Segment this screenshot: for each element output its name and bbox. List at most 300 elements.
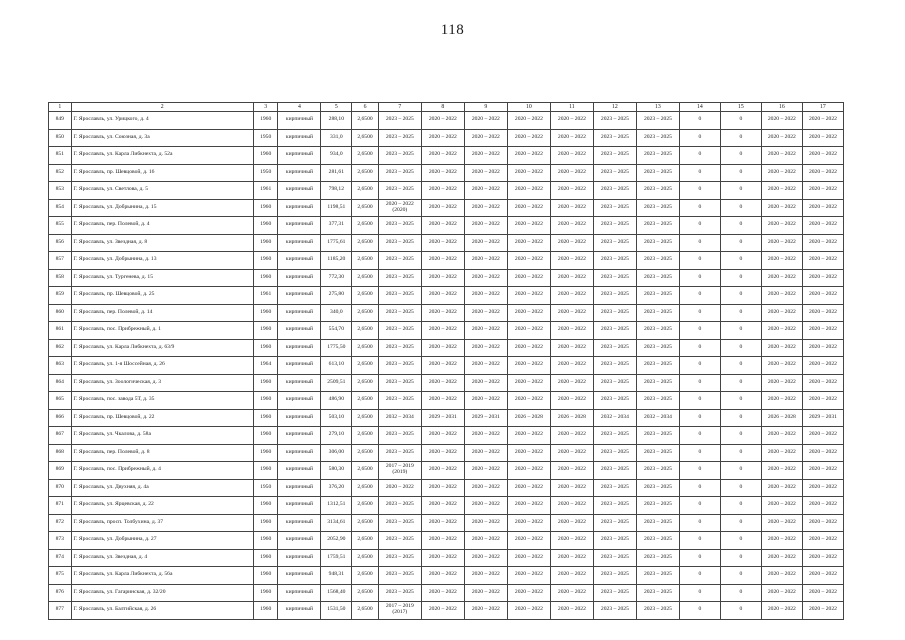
table-cell: 1960: [253, 392, 278, 410]
table-cell: 2020 – 2022: [802, 287, 843, 305]
table-cell: 2020 – 2022: [464, 112, 507, 130]
address-cell: Г. Ярославль, ул. Урицкого, д. 4: [71, 112, 253, 130]
table-cell: 2020 – 2022: [802, 217, 843, 235]
table-row: [49, 147, 844, 165]
table-cell: 2020 – 2022: [507, 357, 550, 375]
table-cell: 2023 – 2025: [378, 217, 421, 235]
table-cell: 1960: [253, 514, 278, 532]
table-cell: 2020 – 2022: [761, 199, 802, 217]
column-header: 14: [679, 103, 720, 112]
address-cell: Г. Ярославль, ул. Ярцевская, д. 22: [71, 497, 253, 515]
table-cell: 2020 – 2022: [507, 444, 550, 462]
table-cell: 2020 – 2022: [761, 234, 802, 252]
table-cell: кирпичный: [278, 199, 321, 217]
table-cell: 858: [49, 269, 72, 287]
table-row: [49, 339, 844, 357]
table-cell: 772,30: [321, 269, 352, 287]
table-cell: 2020 – 2022: [802, 112, 843, 130]
table-cell: 2020 – 2022: [550, 252, 593, 270]
table-cell: 2023 – 2025: [593, 287, 636, 305]
table-cell: кирпичный: [278, 234, 321, 252]
column-header: 13: [636, 103, 679, 112]
table-cell: 2020 – 2022: [802, 444, 843, 462]
table-cell: 2020 – 2022: [550, 147, 593, 165]
table-cell: 2023 – 2025: [593, 339, 636, 357]
table-cell: 2023 – 2025: [593, 532, 636, 550]
table-cell: 1198,51: [321, 199, 352, 217]
table-cell: 2020 – 2022: [507, 602, 550, 620]
table-cell: 2023 – 2025: [378, 287, 421, 305]
table-cell: 2020 – 2022: [761, 549, 802, 567]
table-cell: 2,6500: [352, 357, 379, 375]
column-header: 5: [321, 103, 352, 112]
table-cell: 2020 – 2022: [507, 532, 550, 550]
table-cell: 2020 – 2022: [421, 514, 464, 532]
table-cell: 0: [679, 287, 720, 305]
table-cell: 2,6500: [352, 182, 379, 200]
table-cell: 1964: [253, 357, 278, 375]
column-header: 2: [71, 103, 253, 112]
table-cell: 2020 – 2022: [550, 427, 593, 445]
table-cell: 2023 – 2025: [378, 234, 421, 252]
table-cell: 2023 – 2025: [593, 374, 636, 392]
table-cell: 2020 – 2022: [464, 164, 507, 182]
table-cell: кирпичный: [278, 497, 321, 515]
table-cell: кирпичный: [278, 444, 321, 462]
table-row: [49, 322, 844, 340]
table-cell: 2020 – 2022: [761, 304, 802, 322]
table-cell: 0: [720, 514, 761, 532]
table-cell: 2020 – 2022: [421, 374, 464, 392]
table-cell: 1960: [253, 112, 278, 130]
column-header: 6: [352, 103, 379, 112]
table-cell: 2020 – 2022: [761, 532, 802, 550]
table-cell: 2026 – 2028: [550, 409, 593, 427]
table-cell: 2023 – 2025: [378, 392, 421, 410]
address-cell: Г. Ярославль, ул. Добрынина, д. 13: [71, 252, 253, 270]
table-cell: 2020 – 2022: [507, 339, 550, 357]
column-header: 16: [761, 103, 802, 112]
table-cell: 2020 – 2022: [507, 234, 550, 252]
table-cell: 0: [679, 444, 720, 462]
table-cell: 2020 – 2022: [464, 269, 507, 287]
table-cell: 850: [49, 129, 72, 147]
table-cell: 2020 – 2022: [464, 532, 507, 550]
table-row: [49, 567, 844, 585]
table-cell: 2023 – 2025: [378, 497, 421, 515]
table-cell: 2023 – 2025: [636, 602, 679, 620]
table-cell: 2020 – 2022: [761, 357, 802, 375]
table-cell: 2023 – 2025: [378, 322, 421, 340]
table-cell: 0: [679, 462, 720, 480]
table-cell: 1759,51: [321, 549, 352, 567]
table-row: [49, 182, 844, 200]
table-cell: 0: [679, 164, 720, 182]
table-cell: 0: [679, 602, 720, 620]
table-cell: 2020 – 2022: [550, 549, 593, 567]
table-cell: 2020 – 2022: [421, 444, 464, 462]
table-cell: 2020 – 2022: [802, 357, 843, 375]
table-cell: 0: [720, 112, 761, 130]
table-cell: 0: [679, 129, 720, 147]
table-cell: 2020 – 2022: [464, 339, 507, 357]
table-cell: 0: [720, 339, 761, 357]
table-cell: 2020 – 2022: [421, 234, 464, 252]
table-cell: 1185,20: [321, 252, 352, 270]
table-cell: 376,20: [321, 479, 352, 497]
table-cell: 2020 – 2022: [464, 567, 507, 585]
table-cell: 873: [49, 532, 72, 550]
table-cell: 2,6500: [352, 427, 379, 445]
table-cell: 2023 – 2025: [378, 164, 421, 182]
table-cell: 0: [720, 409, 761, 427]
table-cell: кирпичный: [278, 182, 321, 200]
table-cell: 2020 – 2022: [761, 322, 802, 340]
table-cell: 2020 – 2022: [421, 339, 464, 357]
table-cell: кирпичный: [278, 322, 321, 340]
table-cell: 2020 – 2022: [507, 567, 550, 585]
table-cell: кирпичный: [278, 129, 321, 147]
table-cell: 2020 – 2022: [421, 129, 464, 147]
table-cell: 1960: [253, 374, 278, 392]
address-cell: Г. Ярославль, ул. Чкалова, д. 58а: [71, 427, 253, 445]
table-cell: кирпичный: [278, 479, 321, 497]
table-cell: 2020 – 2022: [507, 112, 550, 130]
table-cell: 2020 – 2022: [550, 182, 593, 200]
table-cell: 2020 – 2022: [507, 497, 550, 515]
table-cell: 2020 – 2022: [421, 497, 464, 515]
table-cell: 2020 – 2022: [802, 129, 843, 147]
table-cell: кирпичный: [278, 427, 321, 445]
table-cell: 2020 – 2022: [761, 392, 802, 410]
table-cell: кирпичный: [278, 357, 321, 375]
table-cell: 1960: [253, 147, 278, 165]
table-cell: 1960: [253, 252, 278, 270]
table-cell: 2023 – 2025: [593, 392, 636, 410]
table-cell: 2023 – 2025: [378, 304, 421, 322]
table-cell: 2020 – 2022: [421, 479, 464, 497]
table-cell: 2023 – 2025: [636, 304, 679, 322]
table-cell: 2020 – 2022: [761, 112, 802, 130]
table-cell: кирпичный: [278, 374, 321, 392]
table-cell: 1960: [253, 584, 278, 602]
table-cell: 281,61: [321, 164, 352, 182]
table-cell: 1960: [253, 444, 278, 462]
table-cell: 0: [720, 217, 761, 235]
table-cell: 2,6500: [352, 462, 379, 480]
table-cell: 306,00: [321, 444, 352, 462]
table-cell: 2020 – 2022: [802, 549, 843, 567]
table-cell: 2023 – 2025: [636, 427, 679, 445]
table-cell: 2020 – 2022: [802, 392, 843, 410]
table-cell: 2023 – 2025: [593, 199, 636, 217]
table-cell: 554,70: [321, 322, 352, 340]
table-cell: 0: [679, 182, 720, 200]
column-header: 10: [507, 103, 550, 112]
table-cell: 2020 – 2022: [507, 584, 550, 602]
table-row: [49, 199, 844, 217]
table-cell: 2023 – 2025: [378, 357, 421, 375]
table-cell: 2020 – 2022: [802, 374, 843, 392]
table-cell: 2020 – 2022: [550, 269, 593, 287]
table-row: [49, 514, 844, 532]
table-cell: 2023 – 2025: [636, 287, 679, 305]
table-cell: 279,10: [321, 427, 352, 445]
address-cell: Г. Ярославль, пер. Полевой, д. 8: [71, 444, 253, 462]
table-cell: 2020 – 2022: [802, 497, 843, 515]
table-cell: 2023 – 2025: [593, 269, 636, 287]
table-cell: 2,6500: [352, 322, 379, 340]
table-cell: 2023 – 2025: [593, 514, 636, 532]
column-header: 8: [421, 103, 464, 112]
table-cell: 2029 – 2031: [464, 409, 507, 427]
table-cell: 2020 – 2022: [761, 444, 802, 462]
table-cell: 2023 – 2025: [378, 147, 421, 165]
table-cell: 2023 – 2025: [636, 549, 679, 567]
table-cell: 2020 – 2022: [421, 602, 464, 620]
table-cell: 2023 – 2025: [378, 129, 421, 147]
table-cell: 2020 – 2022: [507, 252, 550, 270]
table-cell: кирпичный: [278, 252, 321, 270]
table-cell: 2020 – 2022: [464, 444, 507, 462]
table-cell: 1960: [253, 409, 278, 427]
table-cell: 2023 – 2025: [593, 252, 636, 270]
table-cell: 2020 – 2022: [550, 374, 593, 392]
table-cell: 2020 – 2022: [464, 427, 507, 445]
table-cell: 0: [679, 479, 720, 497]
table-cell: 2020 – 2022: [464, 199, 507, 217]
table-cell: 2023 – 2025: [378, 549, 421, 567]
table-cell: 1960: [253, 462, 278, 480]
table-cell: 0: [720, 357, 761, 375]
table-cell: 0: [720, 287, 761, 305]
page-number: 118: [440, 22, 465, 38]
table-cell: 2032 – 2034: [636, 409, 679, 427]
table-cell: 859: [49, 287, 72, 305]
table-cell: кирпичный: [278, 514, 321, 532]
table-cell: 2020 – 2022: [464, 217, 507, 235]
table-cell: 2023 – 2025: [593, 112, 636, 130]
table-row: [49, 584, 844, 602]
table-cell: 2020 – 2022: [421, 199, 464, 217]
table-cell: 1960: [253, 234, 278, 252]
table-row: [49, 462, 844, 480]
address-cell: Г. Ярославль, ул. Карла Либкнехта, д. 56а: [71, 567, 253, 585]
table-cell: 2020 – 2022: [421, 112, 464, 130]
address-cell: Г. Ярославль, ул. Звездная, д. 8: [71, 234, 253, 252]
table-cell: 2020 – 2022: [464, 287, 507, 305]
table-cell: 2020 – 2022: [421, 567, 464, 585]
table-cell: 2,6500: [352, 532, 379, 550]
table-cell: 2020 – 2022: [761, 374, 802, 392]
table-cell: 0: [720, 147, 761, 165]
table-cell: 2,6500: [352, 147, 379, 165]
table-cell: 2020 – 2022: [761, 462, 802, 480]
table-cell: 2020 – 2022: [421, 164, 464, 182]
table-cell: 2023 – 2025: [593, 217, 636, 235]
table-cell: 2,6500: [352, 549, 379, 567]
table-cell: 865: [49, 392, 72, 410]
table-cell: 2020 – 2022: [550, 217, 593, 235]
table-cell: 1312,51: [321, 497, 352, 515]
table-cell: 2020 – 2022: [464, 129, 507, 147]
table-cell: 2020 – 2022: [550, 392, 593, 410]
table-cell: 871: [49, 497, 72, 515]
table-cell: 2,6500: [352, 444, 379, 462]
table-cell: 2,6500: [352, 339, 379, 357]
table-row: [49, 164, 844, 182]
table-cell: 2,6500: [352, 164, 379, 182]
table-cell: 2020 – 2022: [550, 514, 593, 532]
table-row: [49, 444, 844, 462]
table-cell: 861: [49, 322, 72, 340]
table-cell: 0: [679, 304, 720, 322]
table-cell: 1775,50: [321, 339, 352, 357]
table-row: [49, 409, 844, 427]
table-cell: 868: [49, 444, 72, 462]
table-cell: 2017 – 2019 (2017): [378, 602, 421, 620]
table-cell: 2020 – 2022: [507, 304, 550, 322]
table-cell: 2023 – 2025: [636, 234, 679, 252]
table-cell: 2020 – 2022: [464, 497, 507, 515]
table-cell: кирпичный: [278, 304, 321, 322]
table-cell: 2020 – 2022: [507, 479, 550, 497]
table-cell: 2023 – 2025: [636, 339, 679, 357]
table-cell: 2023 – 2025: [636, 322, 679, 340]
table-cell: 2,6500: [352, 304, 379, 322]
table-cell: кирпичный: [278, 584, 321, 602]
table-cell: 856: [49, 234, 72, 252]
address-cell: Г. Ярославль, ул. Светлова, д. 5: [71, 182, 253, 200]
table-cell: 1568,40: [321, 584, 352, 602]
table-cell: 866: [49, 409, 72, 427]
table-cell: 2023 – 2025: [593, 567, 636, 585]
table-cell: 2020 – 2022: [507, 147, 550, 165]
table-cell: 2026 – 2028: [507, 409, 550, 427]
table-cell: кирпичный: [278, 409, 321, 427]
table-cell: 1775,61: [321, 234, 352, 252]
address-cell: Г. Ярославль, пр. Шевцовой, д. 25: [71, 287, 253, 305]
table-cell: 1960: [253, 532, 278, 550]
table-cell: 2509,51: [321, 374, 352, 392]
table-cell: 2020 – 2022: [464, 252, 507, 270]
table-cell: 2,6500: [352, 514, 379, 532]
table-cell: 2023 – 2025: [378, 427, 421, 445]
table-cell: 2020 – 2022: [464, 462, 507, 480]
column-header: 3: [253, 103, 278, 112]
table-cell: 2020 – 2022: [761, 427, 802, 445]
table-cell: 2020 – 2022: [761, 217, 802, 235]
table-cell: кирпичный: [278, 287, 321, 305]
table-cell: 1960: [253, 322, 278, 340]
table-cell: 0: [720, 462, 761, 480]
table-cell: 2020 – 2022: [507, 392, 550, 410]
table-cell: 2023 – 2025: [636, 497, 679, 515]
address-cell: Г. Ярославль, ул. Балтийская, д. 26: [71, 602, 253, 620]
address-cell: Г. Ярославль, ул. Гагаринская, д. 32/20: [71, 584, 253, 602]
table-cell: 2023 – 2025: [593, 322, 636, 340]
table-row: [49, 479, 844, 497]
table-cell: 1531,50: [321, 602, 352, 620]
table-cell: 875: [49, 567, 72, 585]
table-cell: 872: [49, 514, 72, 532]
table-cell: 2020 – 2022: [421, 217, 464, 235]
table-cell: кирпичный: [278, 147, 321, 165]
table-cell: 2020 – 2022: [761, 147, 802, 165]
table-cell: 2017 – 2019 (2019): [378, 462, 421, 480]
table-cell: 2023 – 2025: [636, 269, 679, 287]
repair-schedule-table: [48, 102, 844, 620]
address-cell: Г. Ярославль, ул. 1-я Шоссейная, д. 26: [71, 357, 253, 375]
table-cell: 1960: [253, 427, 278, 445]
table-cell: 2023 – 2025: [378, 339, 421, 357]
table-cell: 0: [679, 532, 720, 550]
table-cell: 855: [49, 217, 72, 235]
table-cell: 2020 – 2022: [464, 322, 507, 340]
table-cell: 0: [679, 374, 720, 392]
table-cell: 2020 – 2022: [802, 602, 843, 620]
table-cell: 331,0: [321, 129, 352, 147]
table-cell: 798,12: [321, 182, 352, 200]
table-cell: 2023 – 2025: [593, 427, 636, 445]
table-cell: 2,6500: [352, 199, 379, 217]
table-cell: 0: [679, 234, 720, 252]
table-cell: 2023 – 2025: [636, 164, 679, 182]
table-cell: 857: [49, 252, 72, 270]
table-cell: 2,6500: [352, 409, 379, 427]
table-cell: 2020 – 2022: [421, 147, 464, 165]
table-cell: кирпичный: [278, 462, 321, 480]
table-row: [49, 602, 844, 620]
table-row: [49, 129, 844, 147]
table-row: [49, 269, 844, 287]
table-cell: 2029 – 2031: [421, 409, 464, 427]
table-cell: 0: [720, 322, 761, 340]
table-cell: 2023 – 2025: [593, 497, 636, 515]
table-cell: 2020 – 2022: [464, 602, 507, 620]
table-row: [49, 532, 844, 550]
table-cell: 2020 – 2022: [378, 479, 421, 497]
table-cell: 2020 – 2022: [761, 129, 802, 147]
table-cell: 1960: [253, 602, 278, 620]
table-cell: 2023 – 2025: [593, 444, 636, 462]
table-cell: 0: [720, 567, 761, 585]
table-cell: 2020 – 2022: [761, 339, 802, 357]
table-cell: 854: [49, 199, 72, 217]
table-cell: 0: [679, 409, 720, 427]
table-cell: 2023 – 2025: [593, 549, 636, 567]
column-header: 4: [278, 103, 321, 112]
table-cell: 2020 – 2022: [802, 427, 843, 445]
table-cell: 613,10: [321, 357, 352, 375]
table-cell: 2020 – 2022: [421, 269, 464, 287]
table-cell: кирпичный: [278, 339, 321, 357]
table-row: [49, 217, 844, 235]
table-cell: 2023 – 2025: [636, 392, 679, 410]
table-cell: 2023 – 2025: [378, 112, 421, 130]
table-cell: 2020 – 2022: [421, 287, 464, 305]
table-cell: 2023 – 2025: [636, 147, 679, 165]
table-cell: 2052,90: [321, 532, 352, 550]
table-cell: 1960: [253, 269, 278, 287]
table-cell: 2023 – 2025: [378, 584, 421, 602]
address-cell: Г. Ярославль, ул. Тургенева, д. 15: [71, 269, 253, 287]
table-cell: 2020 – 2022: [507, 374, 550, 392]
table-cell: 2020 – 2022: [464, 374, 507, 392]
table-cell: 2029 – 2031: [802, 409, 843, 427]
column-header: 7: [378, 103, 421, 112]
table-cell: 2020 – 2022: [802, 339, 843, 357]
